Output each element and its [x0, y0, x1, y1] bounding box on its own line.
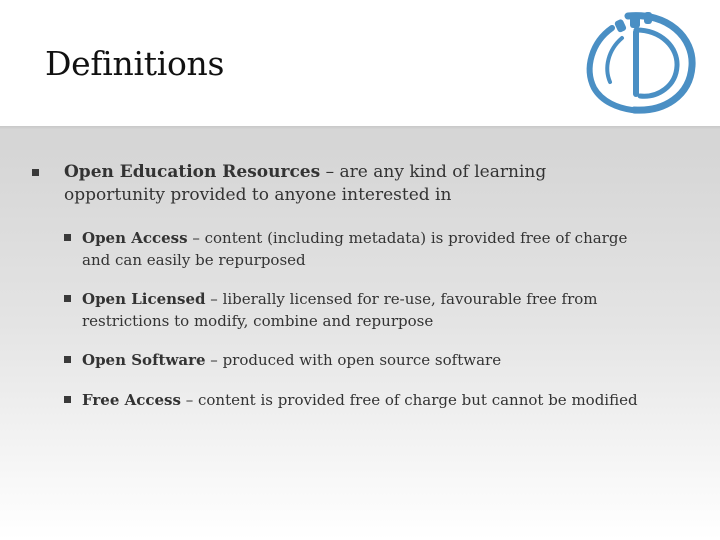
slide-header: [0, 0, 720, 128]
main-bullet-separator: –: [320, 162, 340, 182]
sub-bullet-term: Open Software: [82, 351, 206, 369]
header-divider: [0, 126, 720, 130]
sub-bullet-definition: content is provided free of charge but cannot be modified: [197, 391, 638, 409]
bullet-marker: [32, 169, 39, 176]
sub-bullet-marker: [64, 396, 71, 403]
sub-bullet-item: [82, 349, 642, 371]
sub-bullet-term: Open Licensed: [82, 290, 206, 308]
sub-bullet-item: [82, 389, 642, 411]
sub-bullet-term: Free Access: [82, 391, 181, 409]
sub-bullet-separator: –: [205, 351, 223, 369]
sub-bullet-separator: –: [205, 290, 223, 308]
sub-bullet-definition: produced with open source software: [222, 351, 502, 369]
sub-bullet-definition: liberally licensed for re-use, favourable free from restrictions to modify, combine and repurpose: [82, 290, 598, 330]
sub-bullet-separator: –: [187, 229, 205, 247]
sub-bullet-marker: [64, 234, 71, 241]
main-bullet-term: Open Education Resources: [64, 162, 321, 182]
sub-bullet-definition: content (including metadata) is provided free of charge and can easily be repurposed: [82, 229, 628, 269]
slide-title: Definitions: [45, 44, 225, 83]
sub-bullet-marker: [64, 356, 71, 363]
sub-bullet-separator: –: [180, 391, 198, 409]
university-logo-icon: [578, 8, 698, 116]
sub-bullet-term: Open Access: [82, 229, 188, 247]
main-bullet-definition: are any kind of learning opportunity provided to anyone interested in: [64, 162, 547, 205]
sub-bullet-item: [82, 288, 642, 332]
main-bullet-text: [64, 161, 604, 207]
sub-bullet-item: [82, 227, 642, 271]
sub-bullet-marker: [64, 295, 71, 302]
